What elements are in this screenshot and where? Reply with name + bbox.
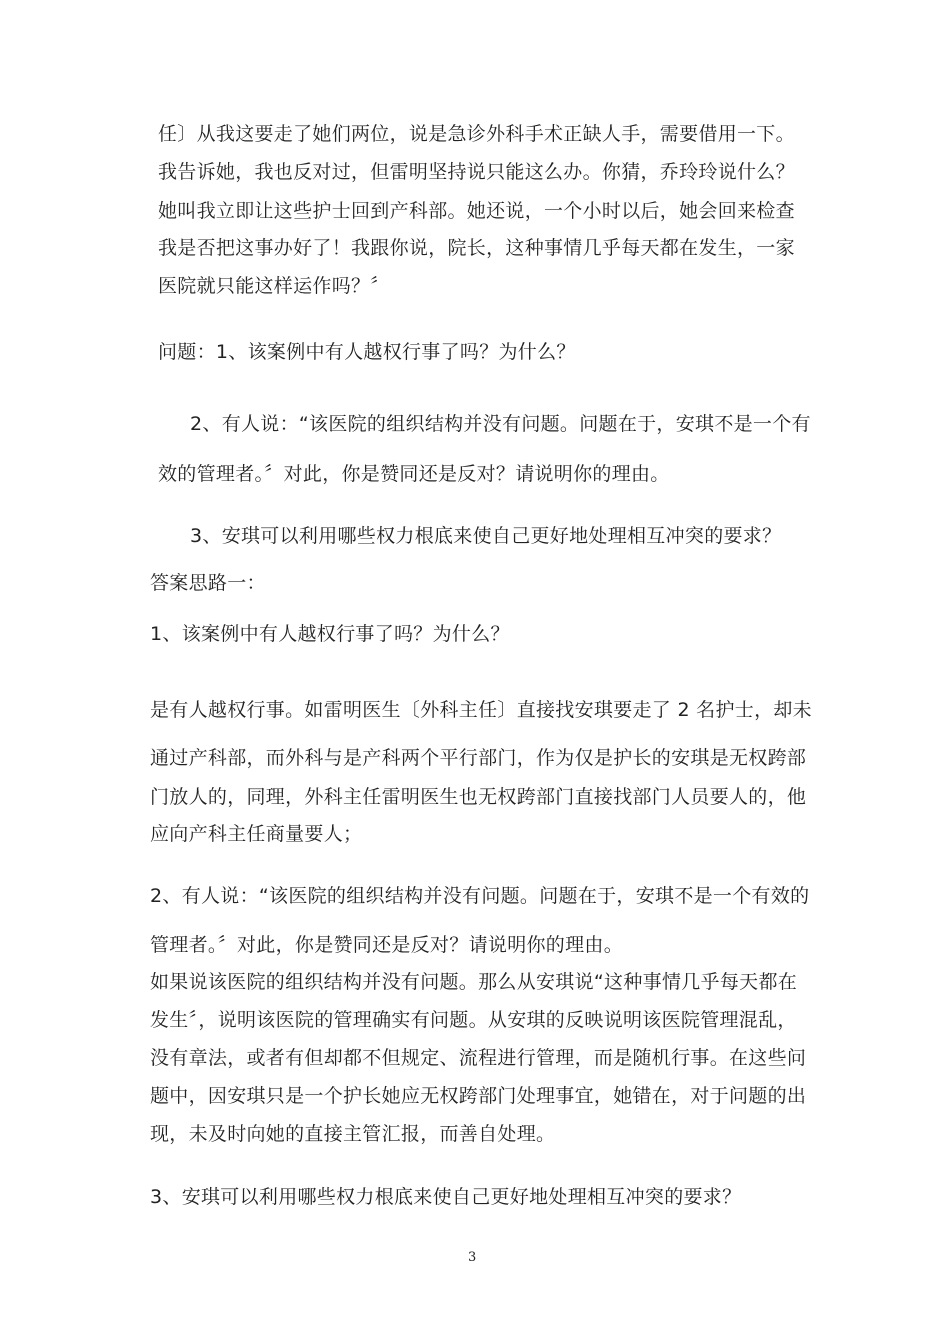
question-1: 问题：1、该案例中有人越权行事了吗？为什么？ (158, 341, 576, 363)
answer-2-line: 发生〞，说明该医院的管理确实有问题。从安琪的反映说明该医院管理混乱， (150, 1009, 797, 1031)
answer-2-line: 没有章法，或者有但却都不但规定、流程进行管理，而是随机行事。在这些问 (150, 1047, 807, 1069)
answer-1-line: 通过产科部，而外科与是产科两个平行部门，作为仅是护长的安琪是无权跨部 (150, 747, 807, 769)
case-text-line: 她叫我立即让这些护士回到产科部。她还说，一个小时以后，她会回来检查 (158, 200, 795, 222)
answer-heading: 答案思路一： (150, 572, 266, 594)
question-2-line-1: 2、有人说：“该医院的组织结构并没有问题。问题在于，安琪不是一个有 (190, 413, 811, 435)
question-3: 3、安琪可以利用哪些权力根底来使自己更好地处理相互冲突的要求？ (190, 525, 782, 547)
answer-2-question-line-2: 管理者。〞对此，你是赞同还是反对？请说明你的理由。 (150, 934, 624, 956)
case-text-line: 我告诉她，我也反对过，但雷明坚持说只能这么办。你猜，乔玲玲说什么？ (158, 161, 795, 183)
page-number: 3 (468, 1250, 477, 1265)
answer-1-line: 是有人越权行事。如雷明医生〔外科主任〕直接找安琪要走了 2 名护士，却未 (150, 699, 812, 721)
answer-1-line: 应向产科主任商量要人； (150, 823, 363, 845)
answer-2-line: 题中，因安琪只是一个护长她应无权跨部门处理事宜，她错在，对于问题的出 (150, 1085, 807, 1107)
answer-1-line: 门放人的，同理，外科主任雷明医生也无权跨部门直接找部门人员要人的，他 (150, 786, 807, 808)
case-text-line: 我是否把这事办好了！我跟你说，院长，这种事情几乎每天都在发生，一家 (158, 237, 795, 259)
question-2-line-2: 效的管理者。〞对此，你是赞同还是反对？请说明你的理由。 (158, 463, 670, 485)
answer-1-question: 1、该案例中有人越权行事了吗？为什么？ (150, 623, 510, 645)
case-text-line: 任〕从我这要走了她们两位，说是急诊外科手术正缺人手，需要借用一下。 (158, 123, 795, 145)
answer-2-line: 如果说该医院的组织结构并没有问题。那么从安琪说“这种事情几乎每天都在 (150, 971, 798, 993)
answer-3-question: 3、安琪可以利用哪些权力根底来使自己更好地处理相互冲突的要求？ (150, 1186, 742, 1208)
answer-2-question-line-1: 2、有人说：“该医院的组织结构并没有问题。问题在于，安琪不是一个有效的 (150, 885, 810, 907)
case-text-line: 医院就只能这样运作吗？〞 (158, 275, 390, 297)
answer-2-line: 现，未及时向她的直接主管汇报，而善自处理。 (150, 1123, 556, 1145)
